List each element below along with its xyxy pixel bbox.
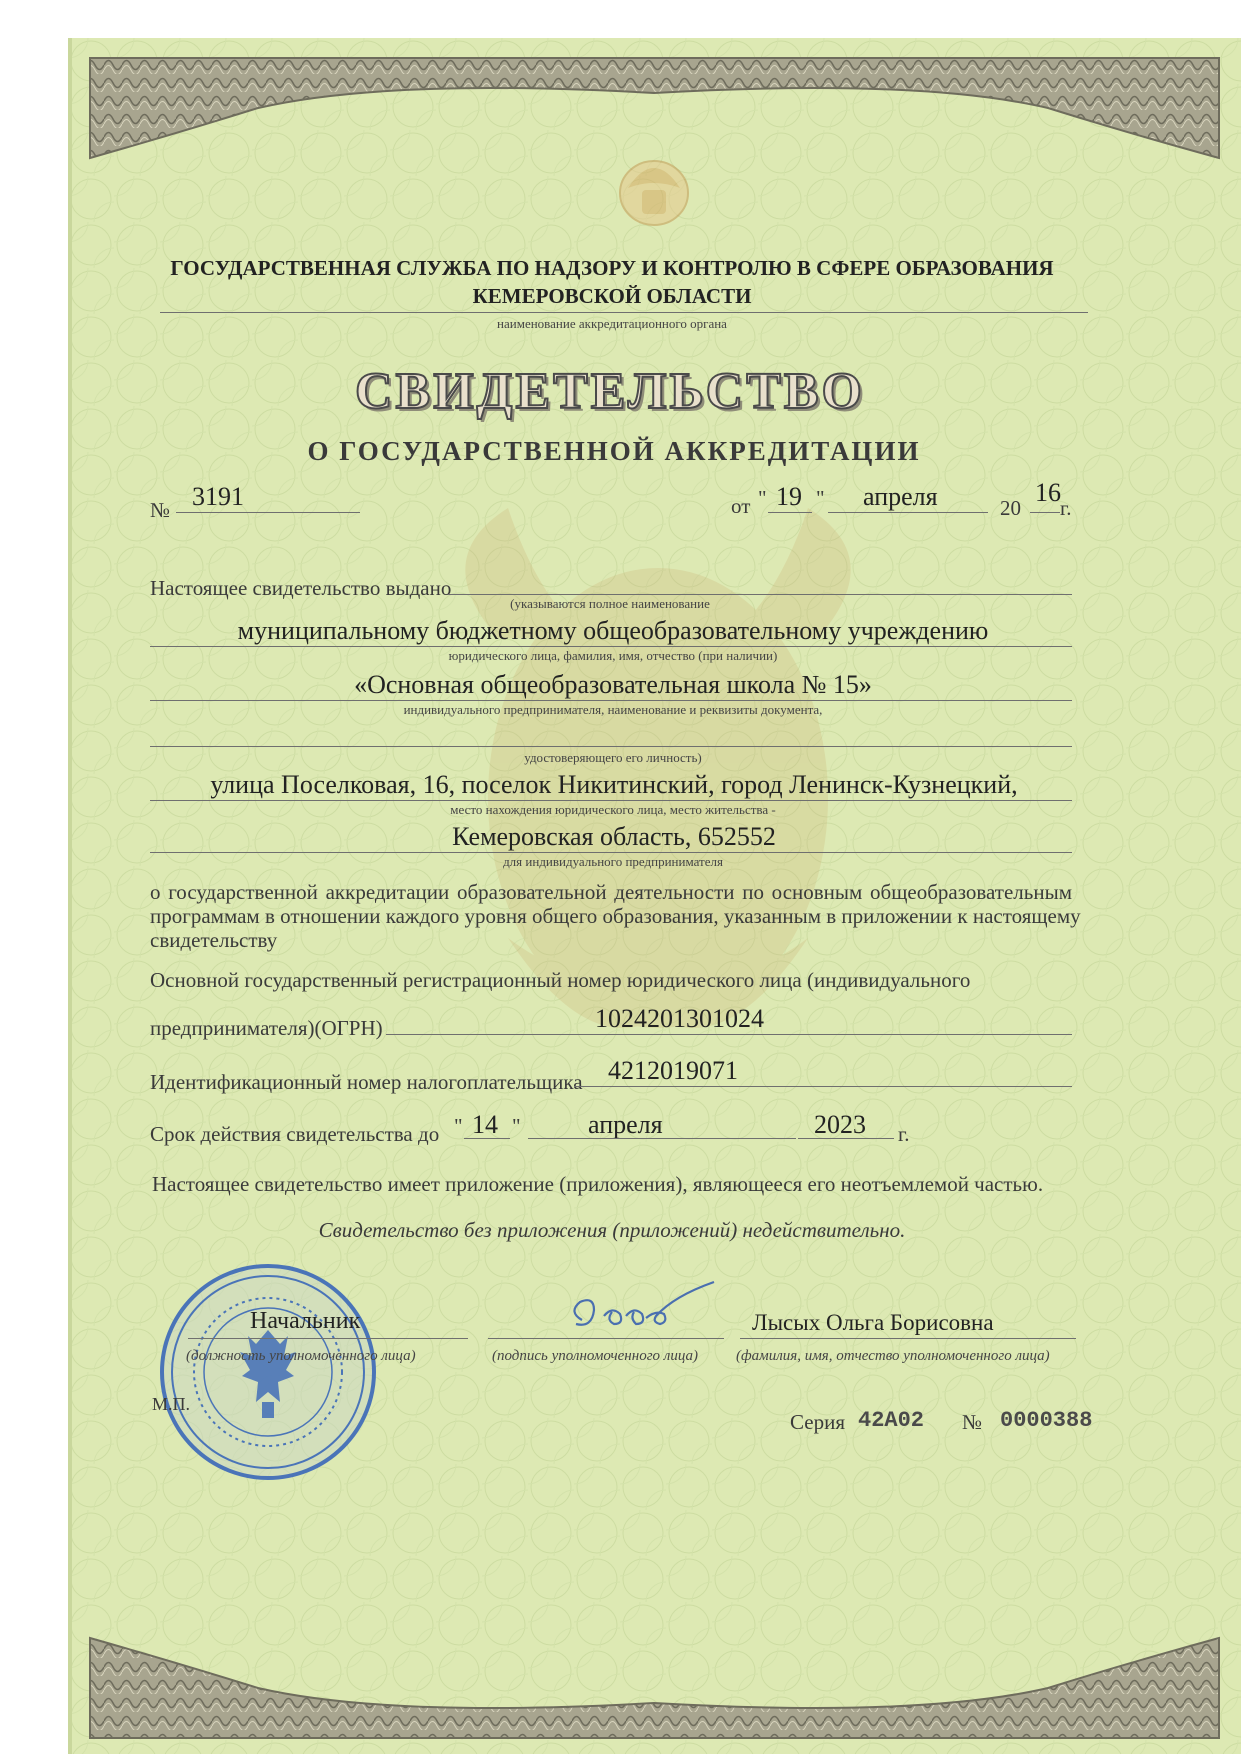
series-number-sign: № [962,1410,983,1434]
issued-underline-4 [150,746,1072,747]
issued-underline-6 [150,852,1072,853]
certificate-number: 3191 [192,482,244,511]
body-line-2: программам в отношении каждого уровня общего образования, указанным в приложении к настоящему [150,904,1081,928]
signer-position: Начальник [250,1308,361,1334]
validity-quote-open: " [454,1114,463,1138]
body-line-3: свидетельству [150,928,278,952]
validity-quote-close: " [512,1114,521,1138]
ogrn-value: 1024201301024 [595,1004,764,1033]
certificate-title: СВИДЕТЕЛЬСТВО [354,363,866,420]
issued-underline-3 [150,700,1072,701]
issued-underline-5 [150,800,1072,801]
authority-underline [160,312,1088,313]
official-stamp [148,1252,388,1492]
validity-suffix: г. [898,1122,910,1146]
validity-month: апреля [588,1110,663,1139]
validity-year-underline [798,1138,894,1139]
organization-line-1: муниципальному бюджетному общеобразовательному учреждению [237,616,989,645]
stamp-place-label: М.П. [152,1394,191,1414]
issued-underline-2 [150,646,1072,647]
name-caption: (фамилия, имя, отчество уполномоченного лица) [736,1348,1050,1364]
signature-image [564,1276,724,1346]
series-value: 42А02 [858,1408,925,1433]
year-underline [1030,512,1060,513]
inn-label: Идентификационный номер налогоплательщика [150,1070,583,1094]
issued-caption-3: индивидуального предпринимателя, наименование и реквизиты документа, [403,702,823,717]
ogrn-label-2: предпринимателя)(ОГРН) [150,1016,383,1040]
date-suffix: г. [1060,496,1072,520]
signature-caption: (подпись уполномоченного лица) [492,1348,699,1364]
emblem-top [620,161,688,225]
inn-value: 4212019071 [608,1056,738,1085]
position-caption: (должность уполномоченного лица) [186,1348,416,1364]
month-underline [828,512,988,513]
validity-month-underline [528,1138,796,1139]
number-sign: № [150,498,171,522]
validity-label: Срок действия свидетельства до [150,1122,440,1146]
issued-label: Настоящее свидетельство выдано [150,576,452,600]
address-line-1: улица Поселковая, 16, поселок Никитинский, город Ленинск-Кузнецкий, [210,770,1018,799]
issue-century: 20 [1000,496,1021,520]
authority-line-2: КЕМЕРОВСКОЙ ОБЛАСТИ [472,284,752,308]
issue-year: 16 [1035,478,1061,507]
authority-caption: наименование аккредитационного органа [497,316,727,331]
issued-underline-1 [448,594,1072,595]
day-underline [768,512,812,513]
appendix-note: Настоящее свидетельство имеет приложение (приложения), являющееся его неотъемлемой частью. [152,1172,1044,1196]
date-quote-close: " [816,486,825,510]
validity-year: 2023 [814,1110,866,1139]
issued-caption-6: для индивидуального предпринимателя [503,854,723,869]
name-underline [740,1338,1076,1339]
organization-line-2: «Основная общеобразовательная школа № 15» [354,670,872,699]
issue-day: 19 [776,482,802,511]
issue-month: апреля [863,482,938,511]
invalid-note: Свидетельство без приложения (приложений) недействительно. [318,1218,906,1242]
address-line-2: Кемеровская область, 652552 [452,822,776,851]
signer-name: Лысых Ольга Борисовна [752,1310,994,1335]
eagle-watermark [465,508,850,1028]
series-label: Серия [790,1410,845,1434]
date-quote-open: " [758,486,767,510]
series-number: 0000388 [1000,1408,1093,1433]
validity-day: 14 [472,1110,498,1139]
validity-day-underline [464,1138,510,1139]
inn-underline [574,1086,1072,1087]
issued-caption-5: место нахождения юридического лица, место жительства - [450,802,776,817]
signature-underline [488,1338,724,1339]
ogrn-label-1: Основной государственный регистрационный номер юридического лица (индивидуального [150,968,971,992]
position-underline [188,1338,468,1339]
date-prefix: от [731,494,751,518]
issued-caption-2: юридического лица, фамилия, имя, отчество (при наличии) [448,648,778,663]
body-line-1: о государственной аккредитации образовательной деятельности по основным общеобразовательным [150,880,1072,904]
authority-line-1: ГОСУДАРСТВЕННАЯ СЛУЖБА ПО НАДЗОРУ И КОНТРОЛЮ В СФЕРЕ ОБРАЗОВАНИЯ [170,256,1054,280]
certificate-sheet [68,38,1241,1754]
ogrn-underline [386,1034,1072,1035]
issued-caption-4: удостоверяющего его личность) [524,750,702,765]
certificate-subtitle: О ГОСУДАРСТВЕННОЙ АККРЕДИТАЦИИ [307,436,921,466]
issued-caption-1: (указываются полное наименование [510,596,710,611]
number-underline [176,512,360,513]
